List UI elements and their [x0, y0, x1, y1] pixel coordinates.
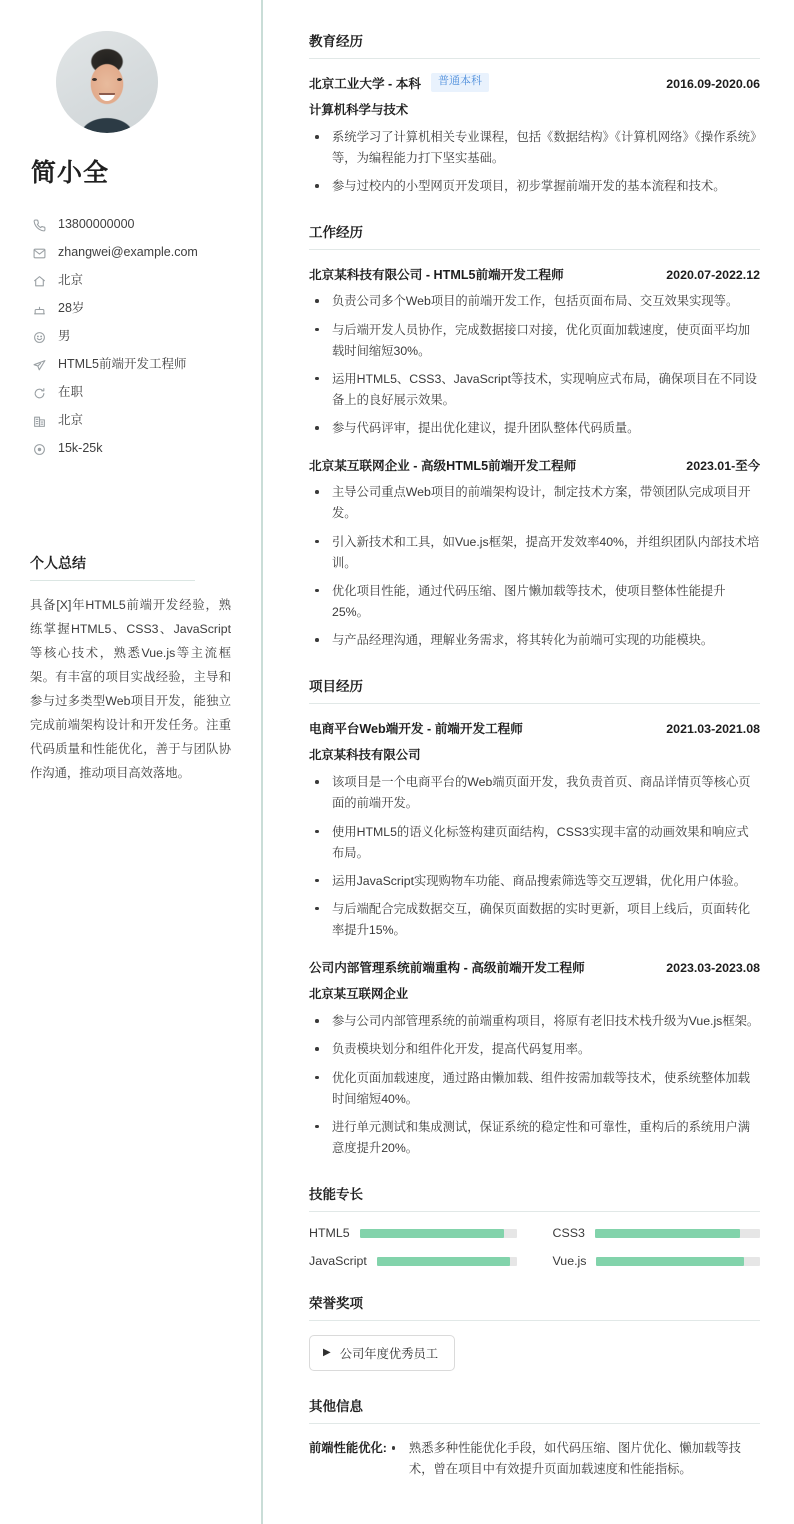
- section-title-skills: 技能专长: [309, 1183, 760, 1212]
- project-bullets: [309, 1011, 760, 1159]
- education-date: 2016.09-2020.06: [666, 77, 760, 91]
- education-entry-head: [309, 73, 760, 92]
- summary-section: [30, 553, 231, 786]
- work-date: 2023.01-至今: [686, 459, 760, 474]
- avatar: [56, 31, 158, 133]
- contact-item-hometown: [30, 267, 231, 295]
- section-other: [309, 1395, 760, 1480]
- list-item: 引入新技术和工具，如Vue.js框架，提高开发效率40%，并组织团队内部技术培训。: [309, 532, 760, 574]
- section-title-honors: 荣誉奖项: [309, 1292, 760, 1321]
- skill-row: [309, 1254, 517, 1268]
- section-work: [309, 221, 760, 651]
- phone-icon: [30, 219, 48, 232]
- education-major: 计算机科学与技术: [309, 103, 409, 117]
- contact-value-email: zhangwei@example.com: [58, 245, 198, 260]
- other-info-label: 前端性能优化:: [309, 1441, 387, 1456]
- contact-value-workcity: 北京: [58, 413, 84, 428]
- list-item: 主导公司重点Web项目的前端架构设计，制定技术方案，带领团队完成项目开发。: [309, 482, 760, 524]
- paper-plane-icon: [30, 359, 48, 372]
- project-bullets: [309, 772, 760, 941]
- home-icon: [30, 275, 48, 288]
- contact-value-hometown: 北京: [58, 273, 84, 288]
- skill-row: [309, 1226, 517, 1240]
- list-item: 与后端配合完成数据交互，确保页面数据的实时更新，项目上线后，页面转化率提升15%。: [309, 899, 760, 941]
- contact-item-email: [30, 239, 231, 267]
- section-title-work: 工作经历: [309, 221, 760, 250]
- section-title-education: 教育经历: [309, 30, 760, 59]
- work-bullets: [309, 291, 760, 439]
- skill-progress-fill: [596, 1257, 743, 1266]
- skills-grid: [309, 1226, 760, 1268]
- list-item: 负责公司多个Web项目的前端开发工作，包括页面布局、交互效果实现等。: [309, 291, 760, 312]
- education-school: 北京工业大学 - 本科: [309, 77, 421, 91]
- birthday-icon: [30, 303, 48, 316]
- project-company: 北京某互联网企业: [309, 987, 409, 1002]
- contact-value-salary: 15k-25k: [58, 441, 103, 456]
- skill-progress-track: [596, 1257, 760, 1266]
- envelope-icon: [30, 247, 48, 260]
- honor-list: [309, 1335, 760, 1371]
- contact-item-age: [30, 295, 231, 323]
- section-title-projects: 项目经历: [309, 675, 760, 704]
- building-icon: [30, 415, 48, 428]
- education-entry: [309, 73, 760, 197]
- list-item: 与后端开发人员协作，完成数据接口对接，优化页面加载速度，使页面平均加载时间缩短30%。: [309, 320, 760, 362]
- project-entry: [309, 957, 760, 1159]
- skill-row: [553, 1254, 761, 1268]
- section-education: [309, 30, 760, 197]
- honor-tag-label: 公司年度优秀员工: [339, 1347, 439, 1362]
- contact-value-age: 28岁: [58, 301, 85, 316]
- list-item: 与产品经理沟通，理解业务需求，将其转化为前端可实现的功能模块。: [309, 630, 760, 651]
- contact-value-phone: 13800000000: [58, 217, 135, 232]
- list-item: 负责模块划分和组件化开发，提高代码复用率。: [309, 1039, 760, 1060]
- work-entry: [309, 455, 760, 651]
- contact-item-workcity: [30, 407, 231, 435]
- list-item: 该项目是一个电商平台的Web端页面开发，我负责首页、商品详情页等核心页面的前端开发。: [309, 772, 760, 814]
- section-honors: [309, 1292, 760, 1371]
- contact-item-position: [30, 351, 231, 379]
- contact-list: [30, 211, 231, 463]
- project-entry-head: [309, 957, 760, 976]
- skill-label: HTML5: [309, 1226, 350, 1241]
- project-date: 2023.03-2023.08: [666, 961, 760, 976]
- person-name: 简小全: [31, 159, 110, 187]
- skill-row: [553, 1226, 761, 1240]
- contact-item-salary: [30, 435, 231, 463]
- list-item: 运用JavaScript实现购物车功能、商品搜索筛选等交互逻辑，优化用户体验。: [309, 871, 760, 892]
- other-info-text: 熟悉多种性能优化手段，如代码压缩、图片优化、懒加载等技术，曾在项目中有效提升页面加载速度和性能指标。: [387, 1438, 760, 1480]
- gender-icon: [30, 331, 48, 344]
- sidebar: [0, 0, 263, 1524]
- list-item: 运用HTML5、CSS3、JavaScript等技术，实现响应式布局，确保项目在不同设备上的良好展示效果。: [309, 369, 760, 411]
- list-item: 参与过校内的小型网页开发项目，初步掌握前端开发的基本流程和技术。: [309, 176, 760, 197]
- main-content: [263, 0, 794, 1524]
- skill-progress-fill: [360, 1229, 504, 1238]
- contact-value-gender: 男: [58, 329, 71, 344]
- list-item: 优化页面加载速度，通过路由懒加载、组件按需加载等技术，使系统整体加载时间缩短40%。: [309, 1068, 760, 1110]
- list-item: 系统学习了计算机相关专业课程，包括《数据结构》《计算机网络》《操作系统》等，为编程能力打下坚实基础。: [309, 127, 760, 169]
- skill-progress-track: [360, 1229, 517, 1238]
- status-badge: 普通本科: [431, 73, 489, 92]
- skill-progress-track: [595, 1229, 760, 1238]
- contact-item-phone: [30, 211, 231, 239]
- contact-value-position: HTML5前端开发工程师: [58, 357, 187, 372]
- skill-label: CSS3: [552, 1226, 585, 1241]
- list-item: 优化项目性能，通过代码压缩、图片懒加载等技术，使项目整体性能提升25%。: [309, 581, 760, 623]
- list-item: 参与代码评审，提出优化建议，提升团队整体代码质量。: [309, 418, 760, 439]
- work-entry-head: [309, 264, 760, 283]
- refresh-icon: [30, 387, 48, 400]
- project-date: 2021.03-2021.08: [666, 722, 760, 737]
- other-info-row: [309, 1438, 760, 1480]
- contact-value-status: 在职: [58, 385, 84, 400]
- education-bullets: [309, 127, 760, 197]
- work-entry-head: [309, 455, 760, 474]
- project-heading: 公司内部管理系统前端重构 - 高级前端开发工程师: [309, 961, 585, 976]
- skill-label: JavaScript: [309, 1254, 367, 1269]
- section-skills: [309, 1183, 760, 1268]
- skill-progress-fill: [595, 1229, 740, 1238]
- work-bullets: [309, 482, 760, 651]
- list-item: 参与公司内部管理系统的前端重构项目，将原有老旧技术栈升级为Vue.js框架。: [309, 1011, 760, 1032]
- work-heading: 北京某互联网企业 - 高级HTML5前端开发工程师: [309, 459, 577, 474]
- honor-tag[interactable]: [309, 1335, 455, 1371]
- work-heading: 北京某科技有限公司 - HTML5前端开发工程师: [309, 268, 564, 283]
- summary-section-title: 个人总结: [30, 553, 195, 581]
- skill-progress-fill: [377, 1257, 510, 1266]
- work-date: 2020.07-2022.12: [666, 268, 760, 283]
- play-triangle-icon: ▶: [323, 1347, 331, 1359]
- project-entry: [309, 718, 760, 941]
- contact-item-gender: [30, 323, 231, 351]
- skill-progress-track: [377, 1257, 517, 1266]
- list-item: 进行单元测试和集成测试，保证系统的稳定性和可靠性，重构后的系统用户满意度提升20%。: [309, 1117, 760, 1159]
- summary-text: 具备[X]年HTML5前端开发经验，熟练掌握HTML5、CSS3、JavaScript等核心技术，熟悉Vue.js等主流框架。有丰富的项目实战经验，主导和参与过多类型Web项目开发，能独立完成前端架构设计和开发任务。注重代码质量和性能优化，善于与团队协作沟通，推动项目高效落地。: [30, 598, 231, 780]
- skill-label: Vue.js: [552, 1254, 587, 1269]
- project-entry-head: [309, 718, 760, 737]
- avatar-photo: [56, 31, 158, 133]
- coin-icon: [30, 443, 48, 456]
- list-item: 使用HTML5的语义化标签构建页面结构，CSS3实现丰富的动画效果和响应式布局。: [309, 822, 760, 864]
- work-entry: [309, 264, 760, 439]
- project-heading: 电商平台Web端开发 - 前端开发工程师: [309, 722, 523, 737]
- contact-item-status: [30, 379, 231, 407]
- section-title-other: 其他信息: [309, 1395, 760, 1424]
- section-projects: [309, 675, 760, 1159]
- education-entry-head-left: [309, 73, 489, 92]
- project-company: 北京某科技有限公司: [309, 748, 421, 763]
